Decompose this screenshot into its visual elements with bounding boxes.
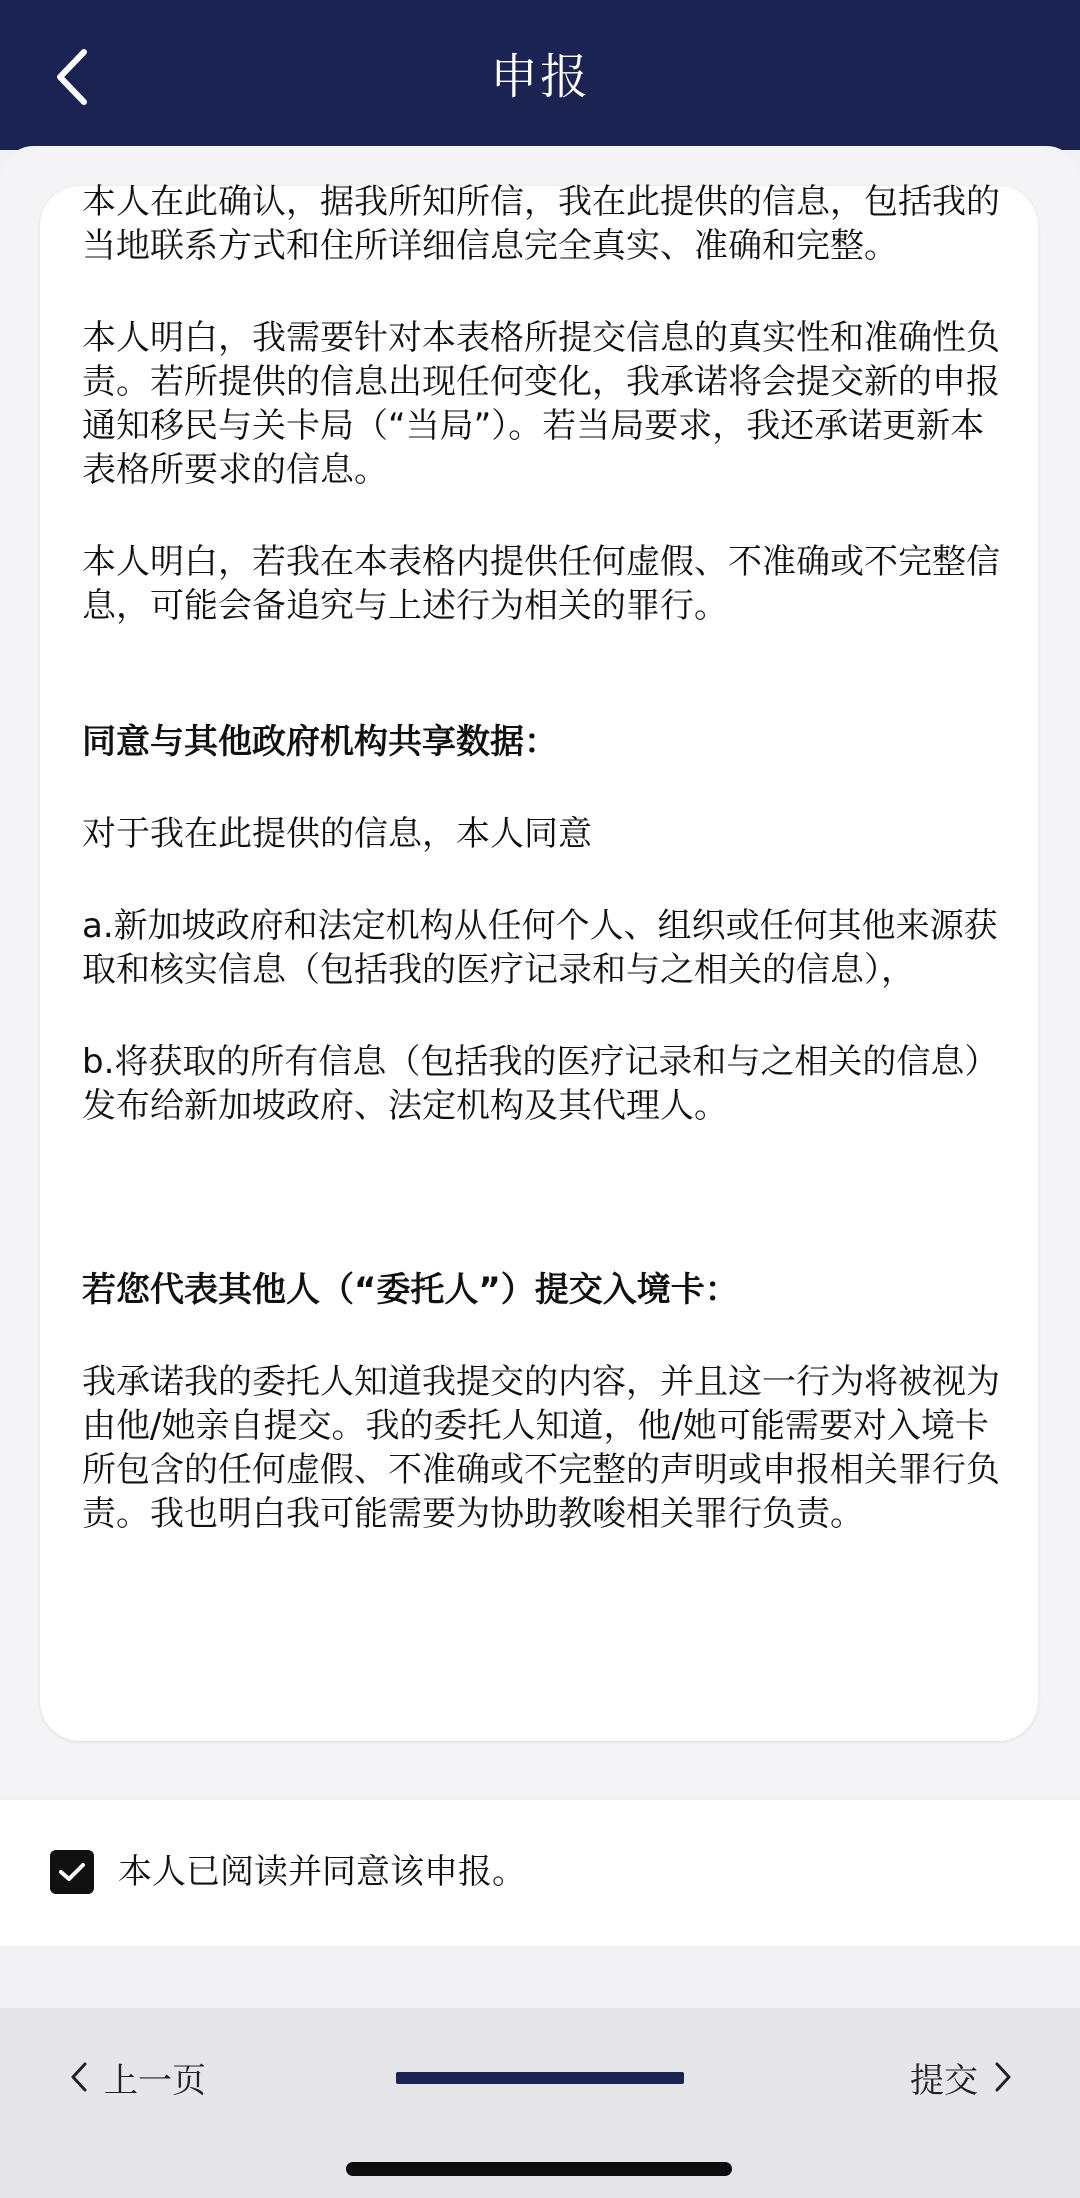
chevron-right-icon	[992, 2061, 1014, 2093]
home-indicator	[346, 2162, 732, 2176]
submit-label: 提交	[910, 2060, 978, 2101]
declaration-paragraph-1: 本人在此确认，据我所知所信，我在此提供的信息，包括我的当地联系方式和住所详细信息完全真实、准确和完整。	[82, 182, 1000, 266]
submit-button[interactable]	[910, 2050, 1014, 2104]
agreement-label[interactable]: 本人已阅读并同意该申报。	[118, 1852, 526, 1892]
declaration-text	[82, 180, 1012, 1536]
agreement-row	[0, 1800, 1080, 1946]
progress-bar	[396, 2072, 684, 2084]
proxy-paragraph: 我承诺我的委托人知道我提交的内容，并且这一行为将被视为由他/她亲自提交。我的委托人知道，他/她可能需要对入境卡所包含的任何虚假、不准确或不完整的声明或申报相关罪行负责。我也明白我可能需要为协助教唆相关罪行负责。	[82, 1362, 1000, 1534]
previous-page-button[interactable]	[68, 2050, 206, 2104]
declaration-paragraph-3: 本人明白，若我在本表格内提供任何虚假、不准确或不完整信息，可能会备追究与上述行为相关的罪行。	[82, 542, 1000, 626]
data-sharing-intro: 对于我在此提供的信息，本人同意	[82, 814, 592, 854]
data-sharing-item-b: b.将获取的所有信息（包括我的医疗记录和与之相关的信息）发布给新加坡政府、法定机构及其代理人。	[82, 1042, 999, 1126]
page-title: 申报	[489, 49, 590, 105]
declaration-paragraph-2: 本人明白，我需要针对本表格所提交信息的真实性和准确性负责。若所提供的信息出现任何变化，我承诺将会提交新的申报通知移民与关卡局（“当局”）。若当局要求，我还承诺更新本表格所要求的信息。	[82, 318, 1000, 490]
proxy-heading: 若您代表其他人（“委托人”）提交入境卡：	[82, 1270, 739, 1310]
chevron-left-icon	[68, 2061, 90, 2093]
agreement-checkbox[interactable]	[50, 1850, 94, 1894]
previous-page-label: 上一页	[104, 2060, 206, 2101]
app-bar	[0, 0, 1080, 150]
checkmark-icon	[58, 1861, 86, 1883]
data-sharing-heading: 同意与其他政府机构共享数据：	[82, 722, 558, 762]
data-sharing-item-a: a.新加坡政府和法定机构从任何个人、组织或任何其他来源获取和核实信息（包括我的医疗记录和与之相关的信息），	[82, 906, 998, 990]
progress-fill	[396, 2072, 684, 2084]
